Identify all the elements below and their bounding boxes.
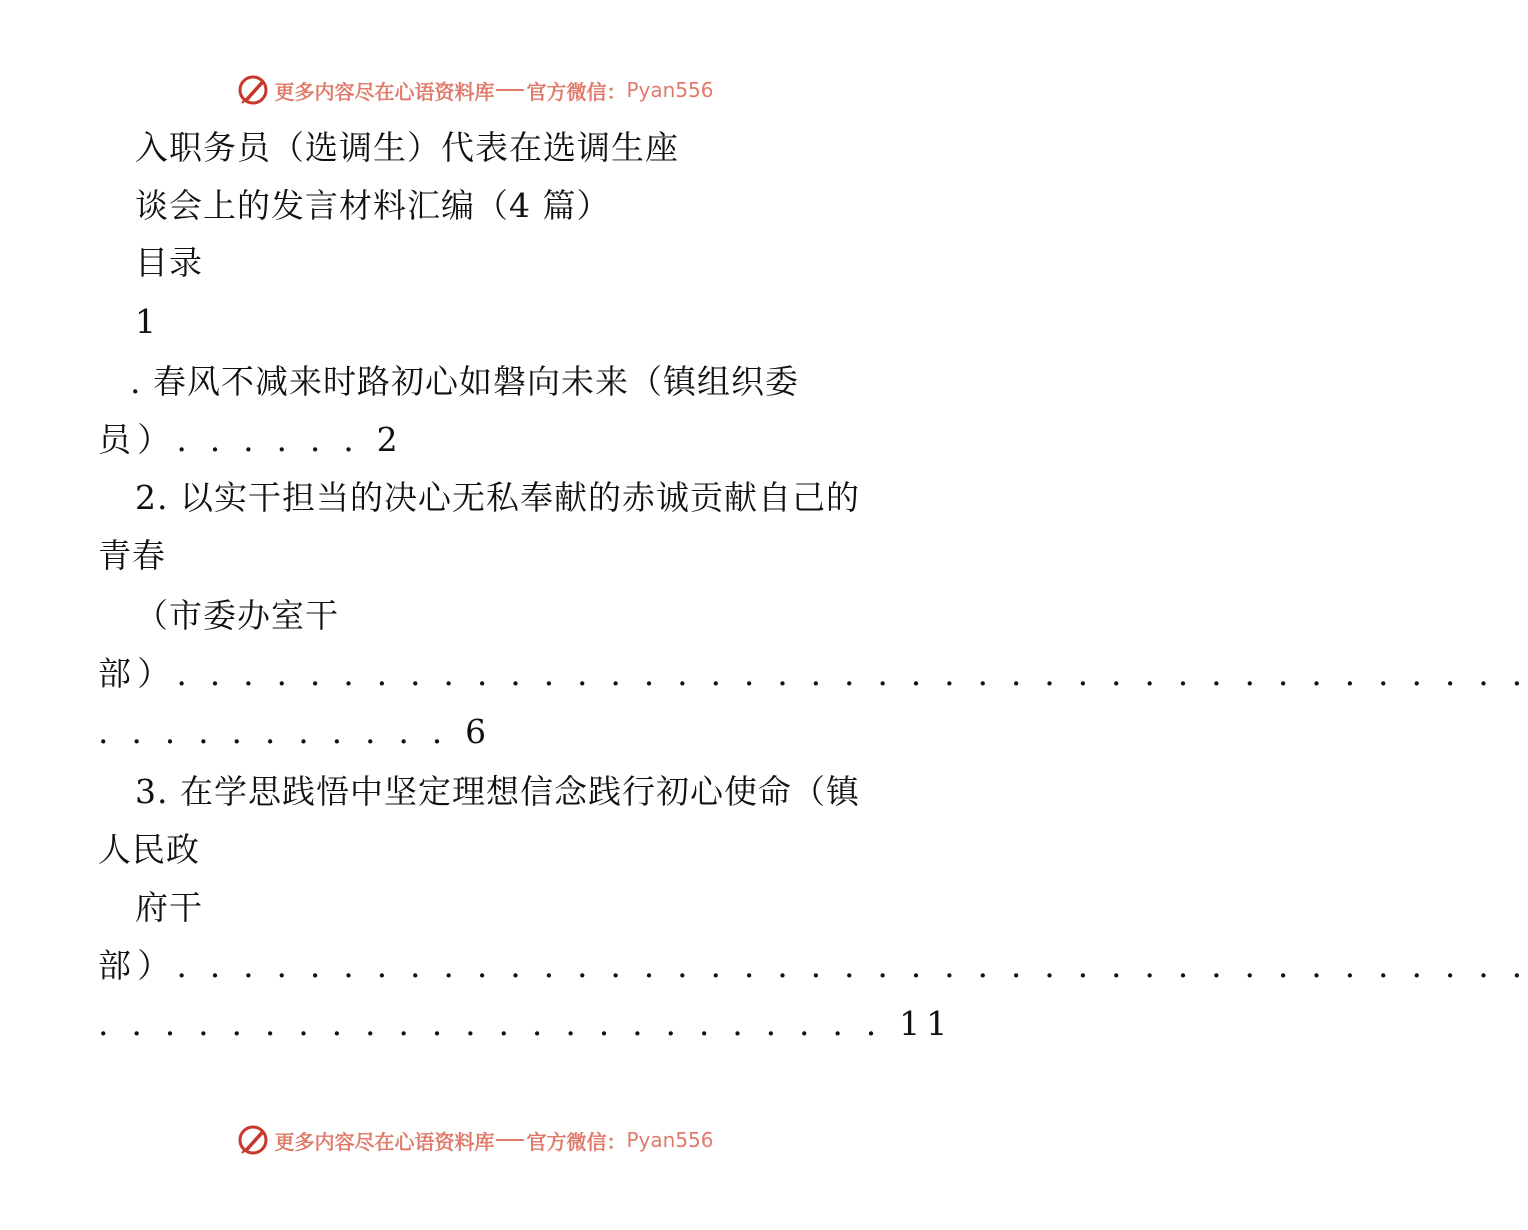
watermark-wechat-id: Pyan556 — [626, 1128, 714, 1152]
toc-item-3-org: 府干 — [135, 888, 203, 927]
toc-item-1-number: 1 — [135, 302, 157, 341]
toc-item-3-cont: 人民政 — [98, 830, 200, 869]
toc-item-2-text: 2. 以实干担当的决心无私奉献的赤诚贡献自己的 — [135, 478, 860, 517]
watermark-site-text: 更多内容尽在心语资料库 — [274, 79, 495, 104]
watermark-site-text: 更多内容尽在心语资料库 — [274, 1129, 495, 1154]
toc-item-3-text: 3. 在学思践悟中坚定理想信念践行初心使命（镇 — [135, 772, 860, 811]
watermark-wechat-label: 官方微信： — [526, 1129, 627, 1154]
toc-heading: 目录 — [135, 243, 203, 282]
toc-item-3-page: . . . . . . . . . . . . . . . . . . . . . . . . 11 — [98, 1004, 954, 1043]
watermark-banner-top — [0, 70, 950, 110]
toc-item-2-leader: 部）. . . . . . . . . . . . . . . . . . . . . . . . . . . . . . . . . . . . . . . . . — [98, 654, 1528, 693]
title-line-2: 谈会上的发言材料汇编（4 篇） — [135, 186, 611, 225]
watermark-dash — [496, 89, 524, 91]
quill-pen-logo-icon — [236, 1123, 270, 1157]
toc-item-1-text: . 春风不减来时路初心如磐向未来（镇组织委 — [130, 362, 799, 401]
watermark-dash — [496, 1139, 524, 1141]
toc-item-3-leader: 部）. . . . . . . . . . . . . . . . . . . . . . . . . . . . . . . . . . . . . . . . . — [98, 946, 1528, 985]
toc-item-2-cont: 青春 — [98, 536, 166, 575]
toc-item-1-page: 员）. . . . . . 2 — [98, 420, 404, 459]
toc-item-2-org: （市委办室干 — [135, 596, 339, 635]
title-line-1: 入职务员（选调生）代表在选调生座 — [135, 128, 679, 167]
watermark-banner-bottom — [0, 1120, 950, 1160]
toc-item-2-page: . . . . . . . . . . . 6 — [98, 712, 493, 751]
watermark-wechat-id: Pyan556 — [626, 78, 714, 102]
quill-pen-logo-icon — [236, 73, 270, 107]
watermark-wechat-label: 官方微信： — [526, 79, 627, 104]
